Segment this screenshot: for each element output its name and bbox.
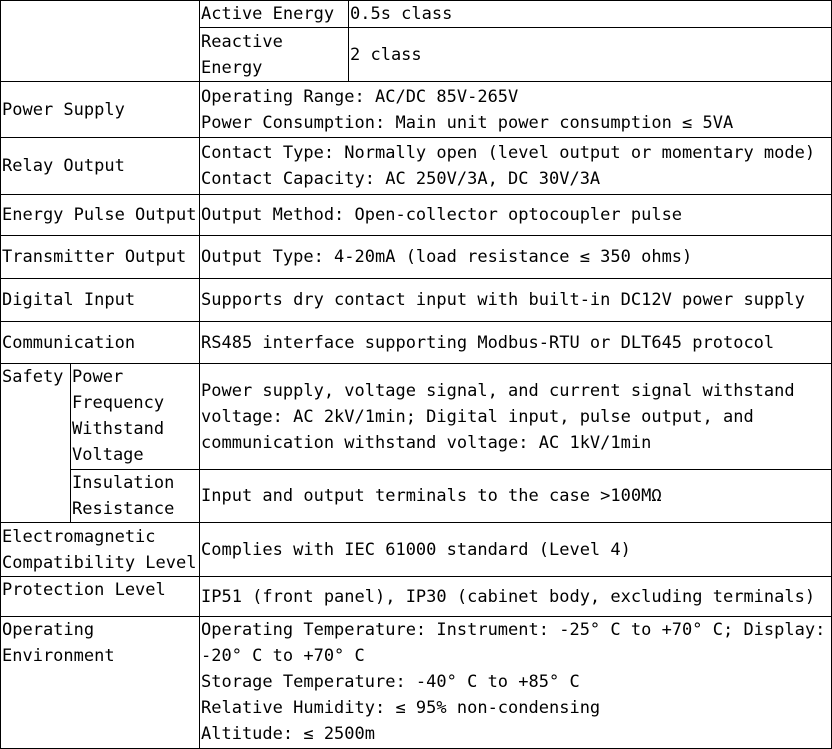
transmitter-output-label: Transmitter Output (1, 236, 200, 279)
operating-environment-label-line1: Operating (2, 620, 95, 640)
reactive-energy-label-line2: Energy (201, 57, 263, 78)
reactive-energy-label (200, 28, 349, 82)
relay-output-value (200, 138, 832, 195)
power-supply-line2: Power Consumption: Main unit power consumption ≤ 5VA (201, 112, 734, 133)
transmitter-output-value: Output Type: 4-20mA (load resistance ≤ 350 ohms) (200, 236, 832, 279)
withstand-voltage-label (71, 364, 200, 470)
insulation-label-line2: Resistance (72, 499, 175, 519)
table-row-energy-pulse-output (1, 195, 832, 236)
table-row-communication (1, 322, 832, 364)
active-energy-value: 0.5s class (349, 1, 832, 28)
reactive-energy-label-line1: Reactive (201, 31, 283, 52)
operating-environment-label-line2: Environment (2, 646, 115, 666)
active-energy-label: Active Energy (200, 1, 349, 28)
altitude-line: Altitude: ≤ 2500m (201, 724, 375, 744)
insulation-label-line1: Insulation (72, 473, 175, 493)
withstand-label-line4: Voltage (72, 445, 144, 465)
digital-input-label: Digital Input (1, 279, 200, 322)
table-row-safety-insulation (1, 470, 832, 523)
protection-level-label: Protection Level (1, 577, 200, 617)
protection-level-value: IP51 (front panel), IP30 (cabinet body, excluding terminals) (200, 577, 832, 617)
emc-label (1, 523, 200, 577)
withstand-label-line3: Withstand (72, 419, 165, 439)
withstand-value-line2: voltage: AC 2kV/1min; Digital input, pulse output, and (201, 406, 754, 427)
power-supply-value (200, 82, 832, 138)
insulation-resistance-value: Input and output terminals to the case >100MΩ (200, 470, 832, 523)
table-row-transmitter-output (1, 236, 832, 279)
table-row-digital-input (1, 279, 832, 322)
withstand-value-line3: communication withstand voltage: AC 1kV/1min (201, 432, 652, 453)
energy-pulse-output-value: Output Method: Open-collector optocoupler pulse (200, 195, 832, 236)
emc-value: Complies with IEC 61000 standard (Level 4) (200, 523, 832, 577)
reactive-energy-value: 2 class (349, 28, 832, 82)
safety-label: Safety (1, 364, 71, 523)
table-row-active-energy (1, 1, 832, 28)
operating-environment-label (1, 617, 200, 749)
relay-output-line2: Contact Capacity: AC 250V/3A, DC 30V/3A (201, 169, 601, 189)
operating-environment-value (200, 617, 832, 749)
withstand-voltage-value (200, 364, 832, 470)
operating-temperature-display-line: -20° C to +70° C (201, 646, 365, 666)
withstand-label-line2: Frequency (72, 393, 165, 413)
digital-input-value: Supports dry contact input with built-in DC12V power supply (200, 279, 832, 322)
relay-output-label: Relay Output (1, 138, 200, 195)
energy-pulse-output-label: Energy Pulse Output (1, 195, 200, 236)
storage-temperature-line: Storage Temperature: -40° C to +85° C (201, 672, 580, 692)
table-row-operating-environment (1, 617, 832, 749)
table-row-protection-level (1, 577, 832, 617)
power-supply-line1: Operating Range: AC/DC 85V-265V (201, 86, 519, 107)
withstand-label-line1: Power (72, 367, 124, 387)
communication-value: RS485 interface supporting Modbus-RTU or DLT645 protocol (200, 322, 832, 364)
operating-temperature-line: Operating Temperature: Instrument: -25° C to +70° C; Display: (201, 620, 826, 640)
table-row-safety-withstand (1, 364, 832, 470)
empty-category-cell (1, 1, 200, 82)
relay-output-line1: Contact Type: Normally open (level output or momentary mode) (201, 143, 816, 163)
table-row-emc (1, 523, 832, 577)
table-row-relay-output (1, 138, 832, 195)
table-row-power-supply (1, 82, 832, 138)
emc-label-line1: Electromagnetic (2, 526, 156, 547)
communication-label: Communication (1, 322, 200, 364)
power-supply-label: Power Supply (1, 82, 200, 138)
emc-label-line2: Compatibility Level (2, 552, 197, 573)
withstand-value-line1: Power supply, voltage signal, and current signal withstand (201, 380, 795, 401)
relative-humidity-line: Relative Humidity: ≤ 95% non-condensing (201, 698, 601, 718)
insulation-resistance-label (71, 470, 200, 523)
